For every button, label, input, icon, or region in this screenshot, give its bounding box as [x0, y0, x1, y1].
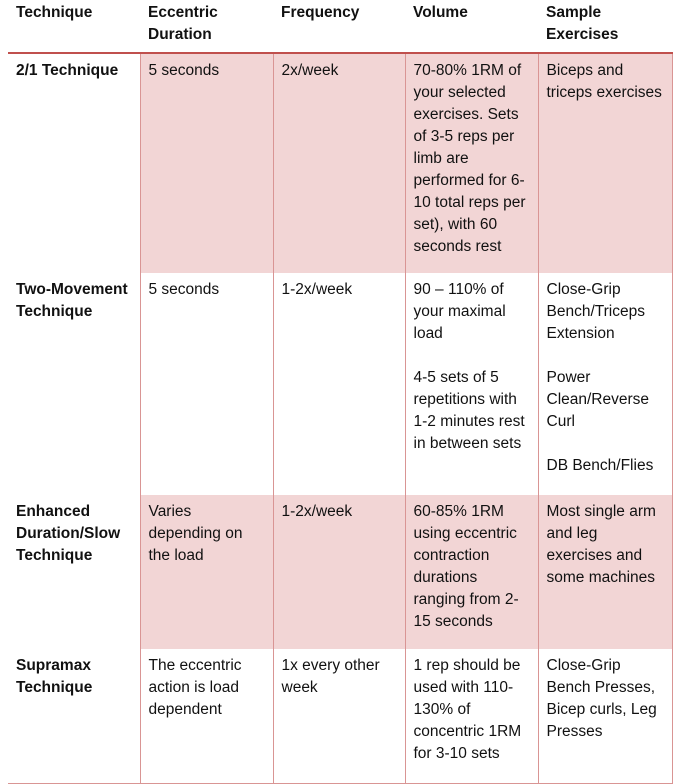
paragraph-gap — [547, 433, 664, 455]
sample-exercise-paragraph: DB Bench/Flies — [546, 457, 654, 474]
table-row — [8, 273, 672, 495]
frequency-cell: 2x/week — [273, 53, 405, 273]
eccentric-duration-cell: Varies depending on the load — [140, 495, 273, 649]
paragraph-gap — [414, 345, 530, 367]
header-row — [8, 0, 672, 53]
header-eccentric-duration: Eccentric Duration — [140, 0, 273, 53]
eccentric-techniques-table — [8, 0, 673, 784]
sample-exercise-paragraph: Close-Grip Bench/Triceps Extension — [546, 281, 645, 342]
sample-exercises-cell: Close-Grip Bench Presses, Bicep curls, Leg Presses — [538, 649, 672, 784]
technique-cell: Enhanced Duration/Slow Technique — [8, 495, 140, 649]
table-row — [8, 53, 672, 273]
technique-cell: Two-Movement Technique — [8, 273, 140, 495]
header-technique: Technique — [8, 0, 140, 53]
technique-cell: 2/1 Technique — [8, 53, 140, 273]
header-volume: Volume — [405, 0, 538, 53]
sample-exercise-paragraph: Power Clean/Reverse Curl — [546, 369, 650, 430]
volume-cell: 60-85% 1RM using eccentric contraction durations ranging from 2-15 seconds — [405, 495, 538, 649]
frequency-cell: 1x every other week — [273, 649, 405, 784]
frequency-cell: 1-2x/week — [273, 273, 405, 495]
sample-exercises-cell: Biceps and triceps exercises — [538, 53, 672, 273]
eccentric-duration-cell: 5 seconds — [140, 273, 273, 495]
technique-cell: Supramax Technique — [8, 649, 140, 784]
paragraph-gap — [547, 345, 664, 367]
eccentric-duration-cell: The eccentric action is load dependent — [140, 649, 273, 784]
volume-cell — [405, 273, 538, 495]
eccentric-duration-cell: 5 seconds — [140, 53, 273, 273]
table-row — [8, 495, 672, 649]
volume-cell: 70-80% 1RM of your selected exercises. Sets of 3-5 reps per limb are performed for 6-10 total reps per set), with 60 seconds rest — [405, 53, 538, 273]
volume-paragraph: 90 – 110% of your maximal load — [413, 281, 506, 342]
frequency-cell: 1-2x/week — [273, 495, 405, 649]
volume-cell: 1 rep should be used with 110-130% of concentric 1RM for 3-10 sets — [405, 649, 538, 784]
table-row — [8, 649, 672, 784]
header-frequency: Frequency — [273, 0, 405, 53]
sample-exercises-cell: Most single arm and leg exercises and some machines — [538, 495, 672, 649]
volume-paragraph: 4-5 sets of 5 repetitions with 1-2 minutes rest in between sets — [413, 369, 525, 452]
sample-exercises-cell — [538, 273, 672, 495]
header-sample-exercises: Sample Exercises — [538, 0, 672, 53]
